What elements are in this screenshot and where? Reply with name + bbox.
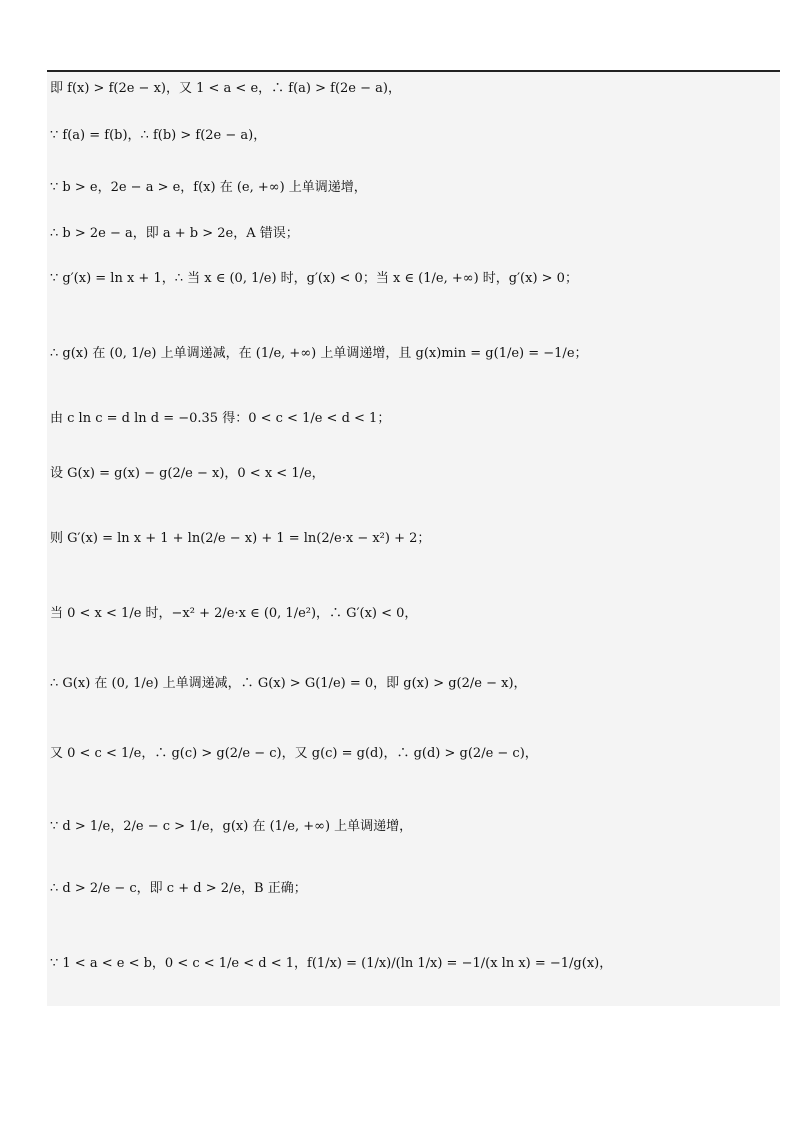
math-line-4: ∴ b > 2e − a，即 a + b > 2e，A 错误； xyxy=(50,226,299,241)
math-line-11: ∴ G(x) 在 (0, 1/e) 上单调递减，∴ G(x) > G(1/e) = 0，即 g(x) > g(2/e − x)， xyxy=(50,676,527,691)
math-line-9: 则 G′(x) = ln x + 1 + ln(2/e − x) + 1 = ln(2/e·x − x²) + 2； xyxy=(50,531,431,546)
math-line-1: 即 f(x) > f(2e − x)，又 1 < a < e，∴ f(a) > f(2e − a)， xyxy=(50,81,401,96)
math-line-14: ∴ d > 2/e − c，即 c + d > 2/e，B 正确； xyxy=(50,881,307,896)
math-line-13: ∵ d > 1/e，2/e − c > 1/e，g(x) 在 (1/e, +∞) 上单调递增， xyxy=(50,819,413,834)
math-line-7: 由 c ln c = d ln d = −0.35 得：0 < c < 1/e < d < 1； xyxy=(50,411,391,426)
math-line-15: ∵ 1 < a < e < b，0 < c < 1/e < d < 1，f(1/x) = (1/x)/(ln 1/x) = −1/(x ln x) = −1/g(x)， xyxy=(50,956,613,971)
math-line-12: 又 0 < c < 1/e，∴ g(c) > g(2/e − c)，又 g(c) = g(d)，∴ g(d) > g(2/e − c)， xyxy=(50,746,538,761)
math-line-8: 设 G(x) = g(x) − g(2/e − x)，0 < x < 1/e， xyxy=(50,466,325,481)
math-line-3: ∵ b > e，2e − a > e，f(x) 在 (e, +∞) 上单调递增， xyxy=(50,180,367,195)
math-line-5: ∵ g′(x) = ln x + 1，∴ 当 x ∈ (0, 1/e) 时，g′(x) < 0；当 x ∈ (1/e, +∞) 时，g′(x) > 0； xyxy=(50,271,578,286)
math-line-2: ∵ f(a) = f(b)，∴ f(b) > f(2e − a)， xyxy=(50,128,267,143)
math-line-10: 当 0 < x < 1/e 时，−x² + 2/e·x ∈ (0, 1/e²)，∴ G′(x) < 0， xyxy=(50,606,418,621)
math-line-6: ∴ g(x) 在 (0, 1/e) 上单调递减，在 (1/e, +∞) 上单调递增，且 g(x)min = g(1/e) = −1/e； xyxy=(50,346,588,361)
